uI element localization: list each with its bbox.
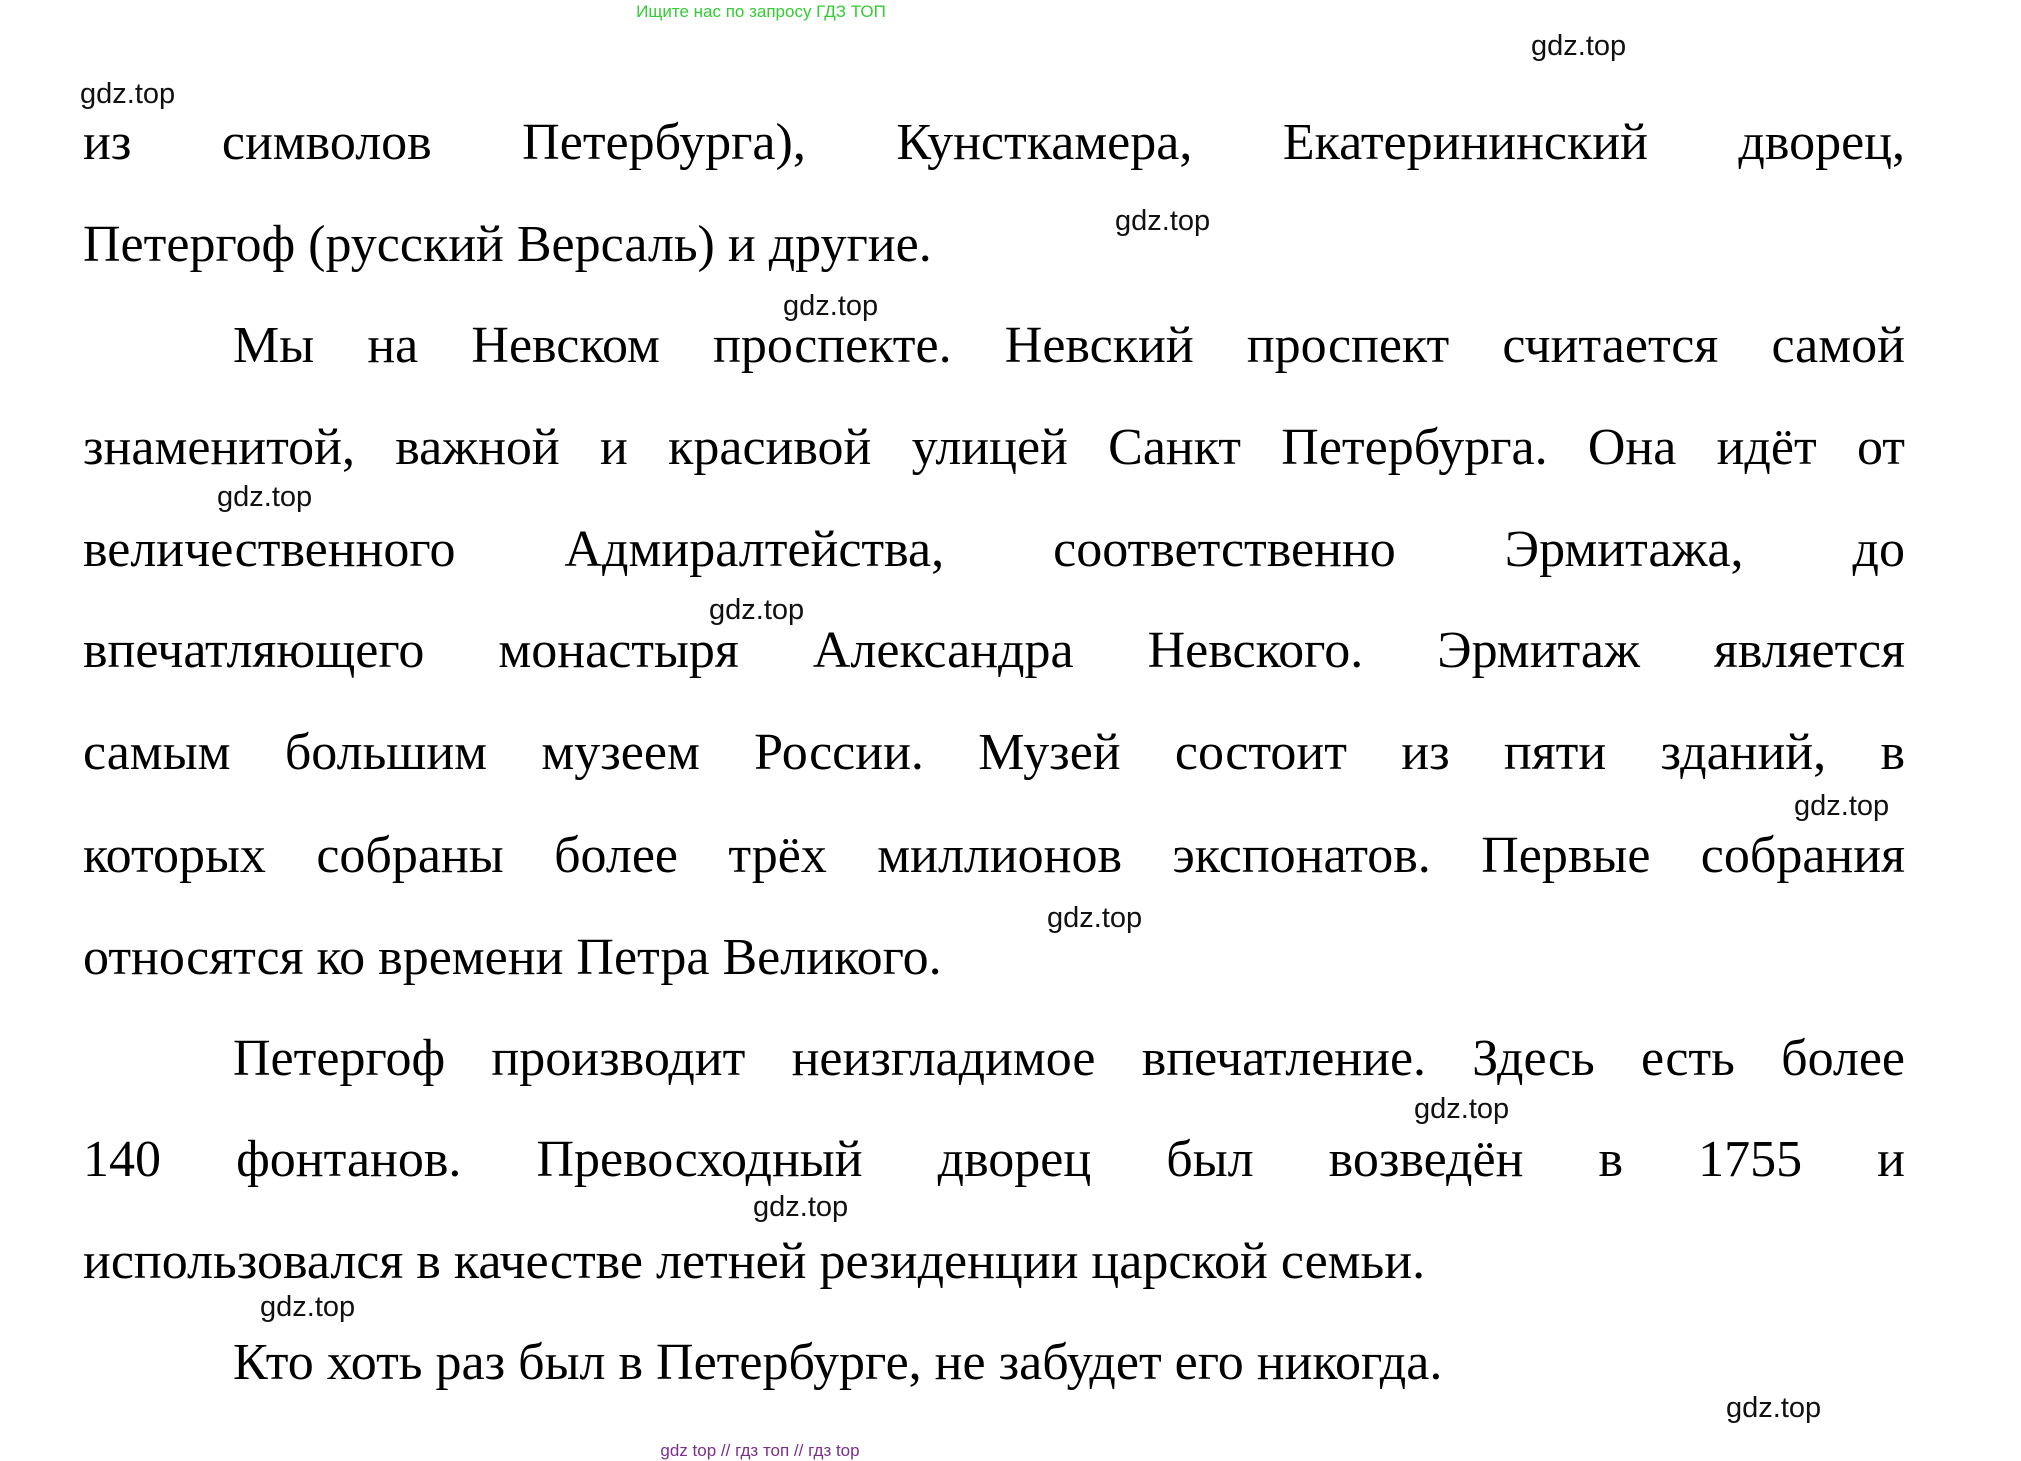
watermark: gdz.top	[217, 481, 313, 513]
watermark: gdz.top	[1047, 902, 1143, 934]
watermark: gdz.top	[260, 1291, 356, 1323]
watermark: gdz.top	[1531, 30, 1627, 62]
watermark: gdz.top	[753, 1191, 849, 1223]
text-line: 140 фонтанов. Превосходный дворец был возведён в 1755 и	[83, 1131, 1905, 1188]
text-line: использовался в качестве летней резиденции царской семьи.	[83, 1233, 1426, 1290]
watermark: gdz.top	[1794, 790, 1890, 822]
watermark: gdz.top	[709, 594, 805, 626]
text-line: Мы на Невском проспекте. Невский проспект считается самой	[233, 317, 1905, 374]
text-line: самым большим музеем России. Музей состоит из пяти зданий, в	[83, 724, 1905, 781]
text-line: относятся ко времени Петра Великого.	[83, 929, 942, 986]
text-line: впечатляющего монастыря Александра Невского. Эрмитаж является	[83, 622, 1905, 679]
watermark: gdz.top	[1414, 1093, 1510, 1125]
text-line: Кто хоть раз был в Петербурге, не забудет его никогда.	[233, 1334, 1443, 1391]
watermark: gdz.top	[80, 78, 176, 110]
watermark: gdz.top	[1726, 1392, 1822, 1424]
text-line: Петергоф производит неизгладимое впечатление. Здесь есть более	[233, 1030, 1905, 1087]
watermark: gdz.top	[783, 290, 879, 322]
footer-links[interactable]: gdz top // гдз топ // гдз top	[660, 1441, 860, 1460]
text-line: которых собраны более трёх миллионов экспонатов. Первые собрания	[83, 827, 1905, 884]
text-line: из символов Петербурга), Кунсткамера, Екатерининский дворец,	[83, 114, 1905, 171]
text-line: Петергоф (русский Версаль) и другие.	[83, 216, 932, 273]
top-banner[interactable]: Ищите нас по запросу ГДЗ ТОП	[636, 2, 886, 21]
text-line: знаменитой, важной и красивой улицей Санкт Петербурга. Она идёт от	[83, 419, 1905, 476]
text-line: величественного Адмиралтейства, соответственно Эрмитажа, до	[83, 521, 1905, 578]
watermark: gdz.top	[1115, 205, 1211, 237]
